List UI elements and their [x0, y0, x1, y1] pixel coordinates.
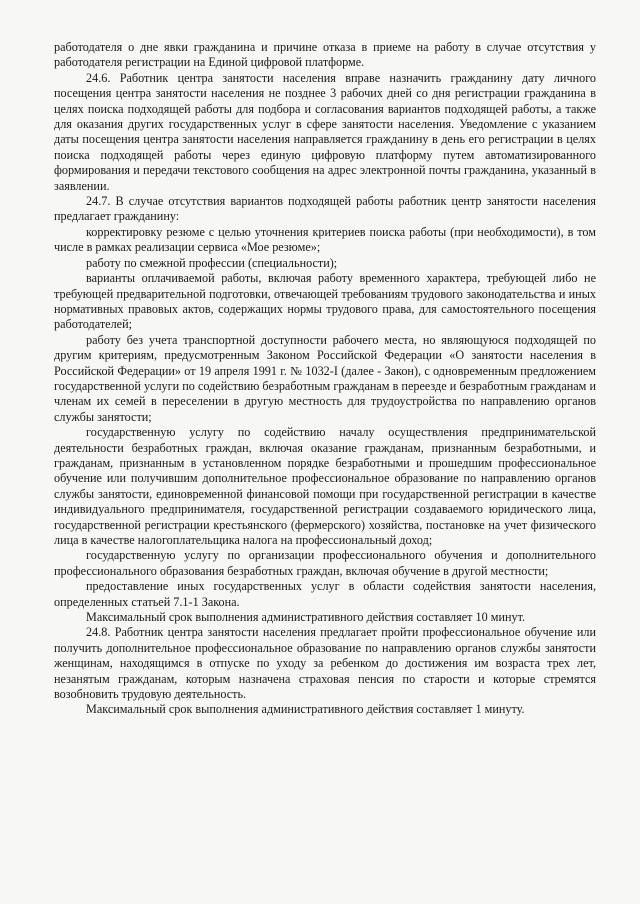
list-item-other-services: предоставление иных государственных услуг в области содействия занятости населения, определенных статьей 7.1-1 Закона.	[54, 579, 596, 609]
list-item-paid-work: варианты оплачиваемой работы, включая работу временного характера, требующей либо не требующей предварительной подготовки, отвечающей требованиям трудового законодательства и иных нормативных правовых актов, содержащих нормы трудового права, для самостоятельного посещения работодателей;	[54, 271, 596, 332]
paragraph-24-6: 24.6. Работник центра занятости населения вправе назначить гражданину дату личного посещения центра занятости населения не позднее 3 рабочих дней со дня регистрации гражданина в целях поиска подходящей работы для подбора и согласования вариантов подходящей работы, а также для оказания других государственных услуг в сфере занятости населения. Уведомление с указанием даты посещения центра занятости населения направляется гражданину в день его регистрации в целях поиска подходящей работы через единую цифровую платформу путем автоматизированного формирования и передачи текстового сообщения на адрес электронной почты гражданина, указанный в заявлении.	[54, 70, 596, 193]
document-body	[54, 40, 596, 718]
list-item-related-profession: работу по смежной профессии (специальности);	[86, 255, 338, 270]
paragraph-max-time-10: Максимальный срок выполнения административного действия составляет 10 минут.	[86, 610, 526, 625]
paragraph-24-8: 24.8. Работник центра занятости населения предлагает пройти профессиональное обучение или получить дополнительное профессиональное образование по направлению органов службы занятости женщинам, находящимся в отпуске по уходу за ребенком до достижения им возраста трех лет, незанятым гражданам, которым назначена страховая пенсия по старости и которые стремятся возобновить трудовую деятельность.	[54, 625, 596, 702]
list-item-training: государственную услугу по организации профессионального обучения и дополнительного профессионального образования безработных граждан, включая обучение в другой местности;	[54, 548, 596, 578]
paragraph-continuation: работодателя о дне явки гражданина и причине отказа в приеме на работу в случае отсутствия у работодателя регистрации на Единой цифровой платформе.	[54, 40, 596, 70]
list-item-transport: работу без учета транспортной доступности рабочего места, но являющуюся подходящей по другим критериям, предусмотренным Законом Российской Федерации «О занятости населения в Российской Федерации» от 19 апреля 1991 г. № 1032-I (далее - Закон), с одновременным предложением государственной услуги по содействию безработным гражданам в переезде и безработным гражданам и членам их семей в переселении в другую местность для трудоустройства по направлению органов службы занятости;	[54, 332, 596, 424]
list-item-resume: корректировку резюме с целью уточнения критериев поиска работы (при необходимости), в том числе в рамках реализации сервиса «Мое резюме»;	[54, 224, 596, 255]
list-item-entrepreneurship: государственную услугу по содействию началу осуществления предпринимательской деятельности безработных граждан, включая оказание гражданам, признанным безработными, и гражданам, признанным в установленном порядке безработными и прошедшим профессиональное обучение или получившим дополнительное профессиональное образование по направлению органов службы занятости, единовременной финансовой помощи при государственной регистрации в качестве индивидуального предпринимателя, государственной регистрации создаваемого юридического лица, государственной регистрации крестьянского (фермерского) хозяйства, постановке на учет физического лица в качестве налогоплательщика налога на профессиональный доход;	[54, 425, 596, 547]
paragraph-max-time-1: Максимальный срок выполнения административного действия составляет 1 минуту.	[86, 702, 525, 717]
paragraph-24-7: 24.7. В случае отсутствия вариантов подходящей работы работник центр занятости населения предлагает гражданину:	[54, 194, 596, 224]
